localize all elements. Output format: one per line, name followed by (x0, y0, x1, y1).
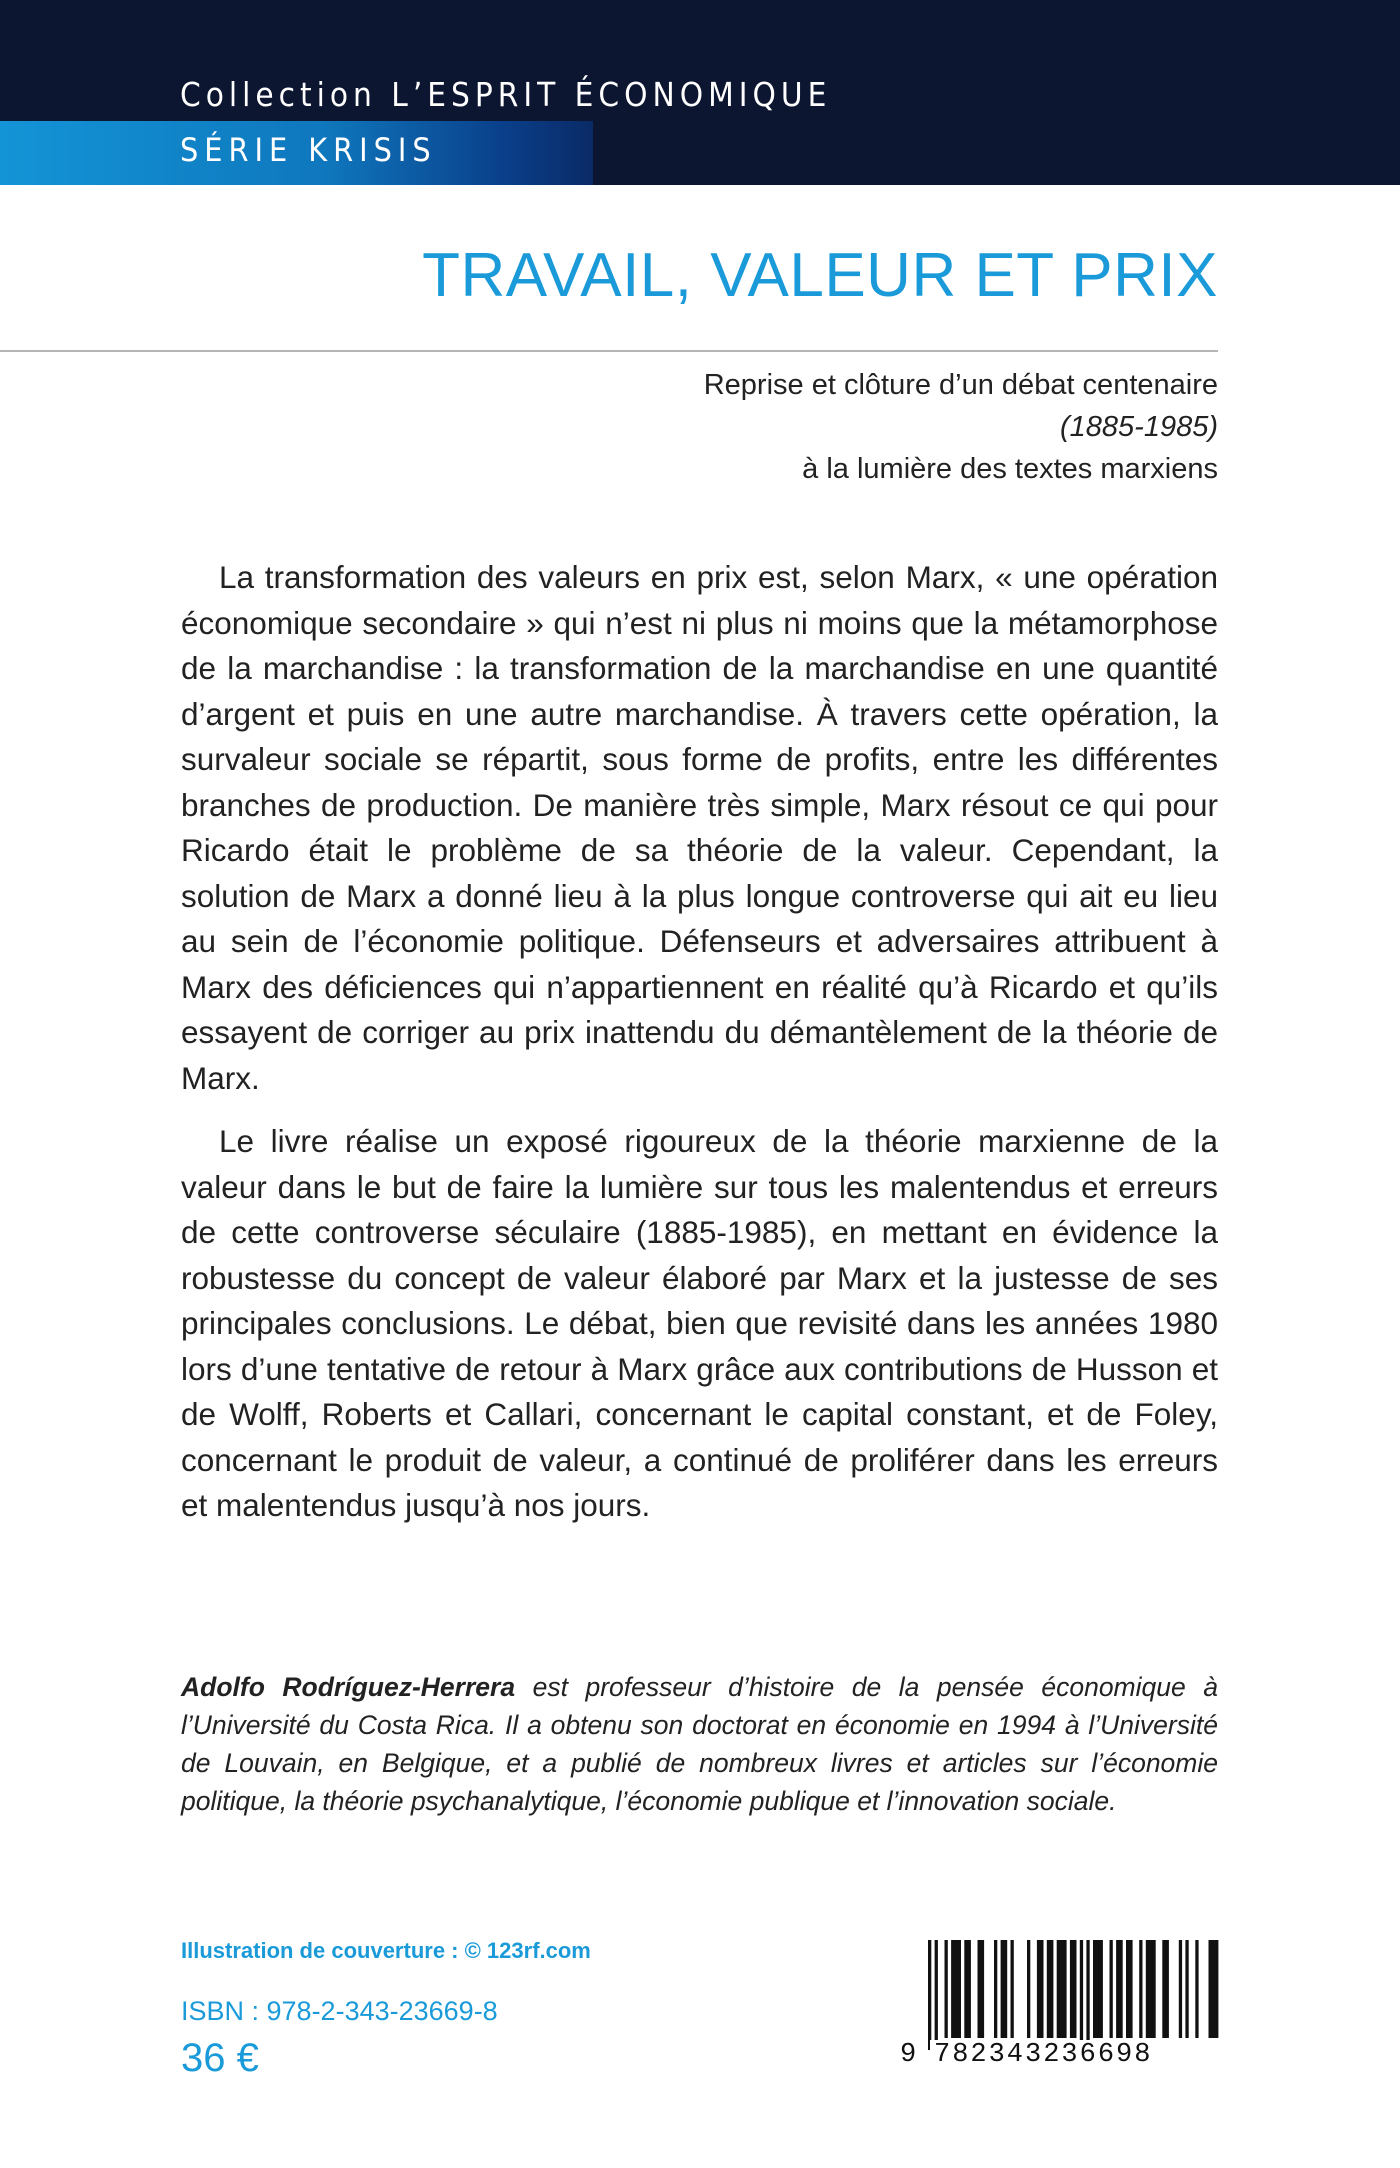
barcode-bar (1086, 1940, 1089, 2050)
barcode-digits: 782343236698 (930, 2040, 1156, 2070)
author-bio-text: est professeur d’histoire de la pensée économique à l’Université du Costa Rica. Il a obtenu son doctorat en économie en 1994 à l’Université de Louvain, en Belgique, et a publié de nombreux livres et articles sur l’économie politique, la théorie psychanalytique, l’économie publique et l’innovation sociale. (181, 1672, 1218, 1816)
barcode-bar (1110, 1940, 1113, 2038)
barcode-bar (951, 1940, 961, 2038)
barcode-bar (978, 1940, 985, 2038)
barcode-first-digit: 9 (900, 2040, 917, 2070)
barcode-bar (1195, 1940, 1198, 2038)
barcode-number (900, 2040, 1220, 2070)
price: 36 € (181, 2036, 259, 2080)
subtitle-line-1: Reprise et clôture d’un débat centenaire (703, 369, 1218, 401)
description-paragraph-2: Le livre réalise un exposé rigoureux de la théorie marxienne de la valeur dans le but de faire la lumière sur tous les malentendus et erreurs de cette controverse séculaire (1885-1985), en mettant en évidence la robustesse du concept de valeur élaboré par Marx et la justesse de ses principales conclusions. Le débat, bien que revisité dans les années 1980 lors d’une tentative de retour à Marx grâce aux contributions de Husson et de Wolff, Roberts et Callari, concernant le capital constant, et de Foley, concernant le produit de valeur, a continué de proliférer dans les erreurs et malentendus jusqu’à nos jours. (181, 1123, 1218, 1523)
title-divider (0, 350, 1218, 352)
barcode-bar (945, 1940, 948, 2038)
barcode-bar (1070, 1940, 1077, 2038)
barcode-bar (928, 1940, 931, 2050)
barcode-bar (1185, 1940, 1188, 2038)
barcode-bar (964, 1940, 971, 2038)
barcode-bar (1162, 1940, 1169, 2038)
barcode-bar (1080, 1940, 1083, 2050)
barcode-bar (1027, 1940, 1030, 2038)
collection-name: Collection L’ESPRIT ÉCONOMIQUE (180, 75, 832, 114)
barcode-bar (1179, 1940, 1182, 2038)
author-bio (181, 1668, 1218, 1820)
barcode-bar (1139, 1940, 1142, 2038)
series-name: SÉRIE KRISIS (180, 131, 437, 169)
barcode-bar (1057, 1940, 1067, 2038)
barcode-bar (1037, 1940, 1044, 2038)
description (181, 555, 1218, 1547)
isbn: ISBN : 978-2-343-23669-8 (181, 1996, 498, 2026)
barcode-bar (1047, 1940, 1054, 2038)
barcode-bar (1093, 1940, 1103, 2038)
barcode-bar (1116, 1940, 1123, 2038)
barcode-bar (1146, 1940, 1156, 2038)
barcode-bar (1209, 1940, 1219, 2038)
book-title: TRAVAIL, VALEUR ET PRIX (422, 241, 1218, 310)
book-subtitle (318, 364, 1218, 490)
description-paragraph-1: La transformation des valeurs en prix est, selon Marx, « une opération économique secondaire » qui n’est ni plus ni moins que la métamorphose de la marchandise : la transformation de la marchandise en une quantité d’argent et puis en une autre marchandise. À travers cette opération, la survaleur sociale se répartit, sous forme de profits, entre les différentes branches de production. De manière très simple, Marx résout ce qui pour Ricardo était le problème de sa théorie de la valeur. Cependant, la solution de Marx a donné lieu à la plus longue controverse qui ait eu lieu au sein de l’économie politique. Défenseurs et adversaires attribuent à Marx des déficiences qui n’appartiennent en réalité qu’à Ricardo et qu’ils essayent de corriger au prix inattendu du démantèlement de la théorie de Marx. (181, 559, 1218, 1096)
author-name: Adolfo Rodríguez-Herrera (181, 1672, 516, 1702)
barcode-bars (900, 1940, 1220, 2050)
illustration-credit: Illustration de couverture : © 123rf.com (181, 1938, 591, 1963)
barcode-bar (1001, 1940, 1008, 2038)
barcode (900, 1940, 1220, 2070)
barcode-bar (994, 1940, 997, 2038)
subtitle-years: (1885-1985) (1060, 411, 1218, 443)
subtitle-line-3: à la lumière des textes marxiens (802, 453, 1218, 485)
barcode-bar (935, 1940, 938, 2050)
barcode-bar (1126, 1940, 1133, 2038)
barcode-bar (1011, 1940, 1014, 2038)
